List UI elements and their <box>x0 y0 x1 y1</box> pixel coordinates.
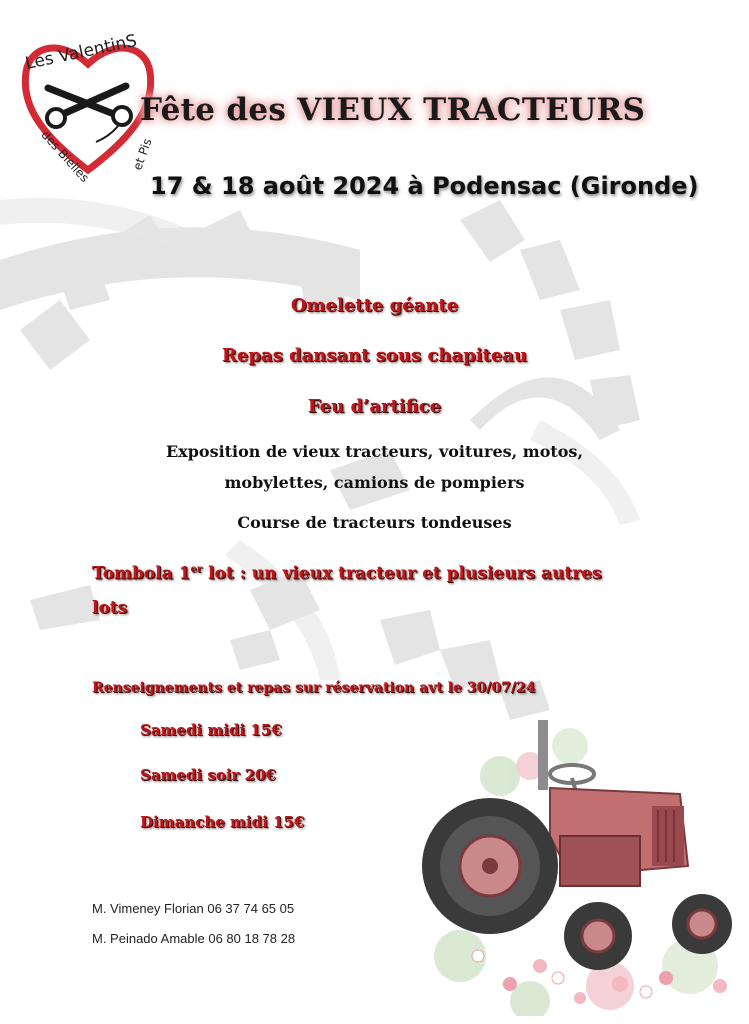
repas-item: Repas dansant sous chapiteau <box>221 345 528 366</box>
price-dimanche-midi: Dimanche midi 15€ <box>140 813 305 831</box>
logo-text-bottom-right: et Pis <box>130 136 155 172</box>
price-samedi-midi: Samedi midi 15€ <box>140 721 282 739</box>
tombola-item <box>92 553 692 625</box>
tombola-superscript: er <box>190 564 203 575</box>
price-samedi-soir: Samedi soir 20€ <box>140 766 276 784</box>
omelette-item: Omelette géante <box>290 295 459 316</box>
exposition-line1: Exposition de vieux tracteurs, voitures, motos, <box>165 442 584 461</box>
tractor-illustration <box>420 716 740 1016</box>
course-item: Course de tracteurs tondeuses <box>237 513 512 532</box>
tombola-line2: lots <box>92 597 128 618</box>
event-title: Fête des VIEUX TRACTEURS <box>140 92 646 128</box>
exposition-line2: mobylettes, camions de pompiers <box>224 473 525 492</box>
event-date-location: 17 & 18 août 2024 à Podensac (Gironde) <box>150 172 699 200</box>
contact-peinado: M. Peinado Amable 06 80 18 78 28 <box>92 931 296 946</box>
tombola-prefix: Tombola 1 <box>92 563 191 584</box>
tombola-rest: lot : un vieux tracteur et plusieurs autres <box>202 563 602 584</box>
logo-text-bottom-left: des Bielles <box>38 127 92 185</box>
feu-artifice-item: Feu d’artifice <box>307 396 442 417</box>
logo-text-top: Les ValentinS <box>23 30 139 75</box>
reservation-heading: Renseignements et repas sur réservation avt le 30/07/24 <box>92 680 536 696</box>
contact-vimeney: M. Vimeney Florian 06 37 74 65 05 <box>92 901 295 916</box>
